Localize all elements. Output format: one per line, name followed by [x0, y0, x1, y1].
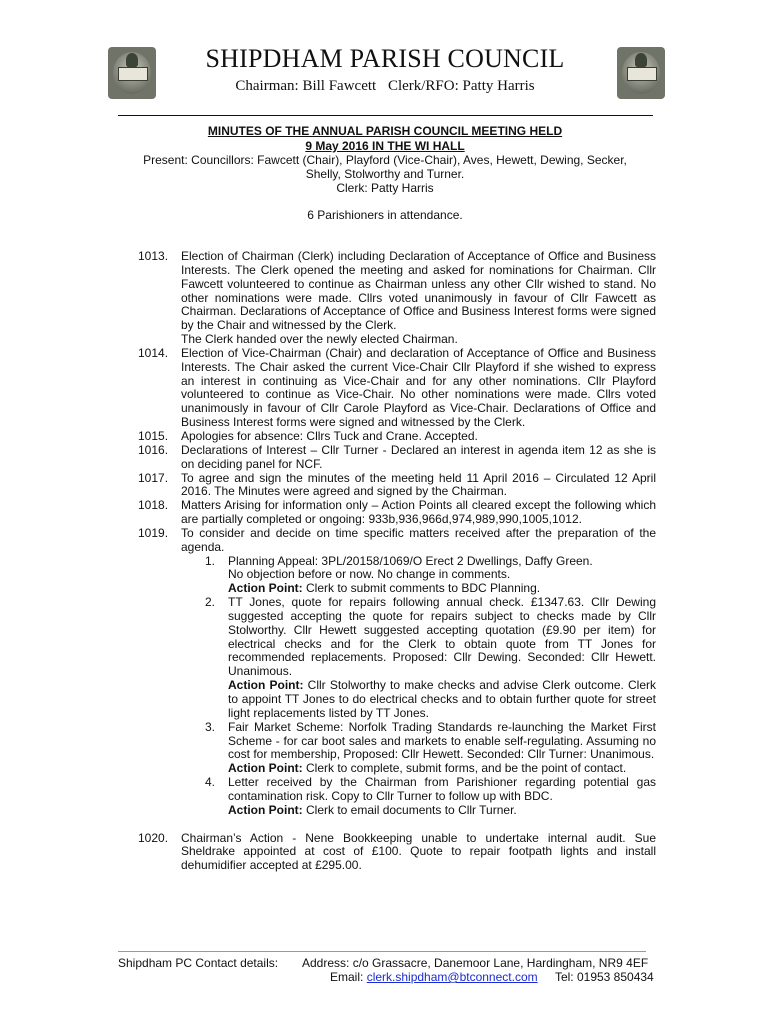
item-text: To agree and sign the minutes of the meeting held 11 April 2016 – Circulated 12 April 2016. The Minutes were agreed and signed by the Chairman.: [181, 470, 656, 499]
item-text: Declarations of Interest – Cllr Turner - Declared an interest in agenda item 12 as she is on deciding panel for NCF.: [181, 442, 656, 471]
sub-item-3: [181, 721, 656, 776]
sub-item-number: 1.: [205, 553, 216, 568]
action-point: [228, 679, 656, 721]
item-text: To consider and decide on time specific matters received after the preparation of the agenda.: [181, 525, 656, 554]
sub-item-number: 2.: [205, 595, 216, 610]
action-point: [228, 582, 656, 596]
item-number: 1014.: [138, 345, 169, 360]
action-point-label: Action Point:: [228, 802, 303, 817]
item-text: Election of Chairman (Clerk) including Declaration of Acceptance of Office and Business Interests. The Clerk opened the meeting and asked for nominations for Chairman. Cllr Fawcett volunteered to continue as Chairman unless any other Cllr wished to stand. No other nominations were made. Cllrs voted unanimously in favour of Cllr Fawcett as Chairman. Declarations of Acceptance of Office and Business Interest forms were signed by the Chair and witnessed by the Clerk.: [181, 249, 656, 333]
footer-email-link[interactable]: clerk.shipdham@btconnect.com: [366, 970, 538, 984]
minute-item-1016: [128, 444, 656, 472]
meeting-date-heading: 9 May 2016 IN THE WI HALL: [305, 139, 465, 153]
action-point-label: Action Point:: [228, 761, 303, 776]
sub-item-4: [181, 776, 656, 818]
chairman-name: Chairman: Bill Fawcett: [235, 78, 377, 94]
item-number: 1020.: [138, 830, 169, 845]
action-point-label: Action Point:: [228, 581, 303, 596]
minute-item-1015: [128, 430, 656, 444]
minute-item-1014: [128, 347, 656, 430]
action-point: [228, 804, 656, 818]
footer-address: Address: c/o Grassacre, Danemoor Lane, Hardingham, NR9 4EF: [302, 956, 649, 970]
footer-divider: [118, 951, 646, 952]
item-number: 1018.: [138, 498, 169, 513]
present-line-1: Present: Councillors: Fawcett (Chair), Playford (Vice-Chair), Aves, Hewett, Dewing, Secker,: [143, 153, 627, 167]
clerk-line: Clerk: Patty Harris: [336, 181, 434, 195]
action-point: [228, 762, 656, 776]
minute-item-1019: [128, 527, 656, 818]
header-divider: [118, 115, 653, 116]
sub-item-text: TT Jones, quote for repairs following annual check. £1347.63. Cllr Dewing suggested accepting the quote for repairs subject to checks made by Cllr Stolworthy. Cllr Hewett suggested accepting quotation (£9.90 per item) for electrical checks and for the Clerk to obtain quote from TT Jones for recommended replacements. Proposed: Cllr Dewing. Seconded: Cllr Hewett. Unanimous.: [228, 595, 656, 679]
minutes-heading: MINUTES OF THE ANNUAL PARISH COUNCIL MEETING HELD: [207, 124, 563, 138]
item-number: 1019.: [138, 525, 169, 540]
action-point-text: Clerk to complete, submit forms, and be the point of contact.: [306, 761, 627, 776]
action-point-label: Action Point:: [228, 678, 304, 693]
item-number: 1017.: [138, 470, 169, 485]
footer-contact: [330, 970, 654, 984]
clerk-rfo-name: Clerk/RFO: Patty Harris: [387, 78, 535, 94]
sub-item-text: Fair Market Scheme: Norfolk Trading Standards re-launching the Market First Scheme - for car boot sales and markets to enable self-regulating. Assuming no cost for membership, Proposed: Cllr Hewett. Seconded: Cllr Turner: Unanimous.: [228, 719, 656, 762]
item-number: 1013.: [138, 249, 169, 263]
item-text: Chairman’s Action - Nene Bookkeeping unable to undertake internal audit. Sue Sheldrake appointed at cost of £100. Quote to repair footpath lights and install dehumidifier accepted at £295.00.: [181, 830, 656, 873]
sub-item-number: 4.: [205, 775, 216, 790]
attendance-line: 6 Parishioners in attendance.: [307, 208, 463, 222]
sub-item-1: [181, 555, 656, 597]
action-point-text: Clerk to submit comments to BDC Planning.: [306, 581, 541, 596]
sub-item-2: [181, 596, 656, 721]
minutes-items: [128, 250, 656, 873]
action-point-text: Cllr Stolworthy to make checks and advise Clerk outcome. Clerk to appoint TT Jones to do electrical checks and to obtain further quote for street light replacements listed by TT Jones.: [228, 678, 656, 720]
minute-item-1020: [128, 832, 656, 874]
minute-item-1018: [128, 499, 656, 527]
item-number: 1016.: [138, 442, 169, 457]
sub-item-text: Planning Appeal: 3PL/20158/1069/O Erect 2 Dwellings, Daffy Green.: [228, 553, 593, 568]
item-text: Election of Vice-Chairman (Chair) and declaration of Acceptance of Office and Business Interests. The Chair asked the current Vice-Chair Cllr Playford if she wished to express an interest in continuing as Vice-Chair and for any other nominations. Cllr Playford volunteered to continue as Vice-Chair. No other nominations were made. Cllrs voted unanimously in favour of Cllr Carole Playford as Vice-Chair. Declarations of Office and Business Interest forms were signed and witnessed by the Clerk.: [181, 345, 656, 430]
item-number: 1015.: [138, 428, 169, 443]
council-title: SHIPDHAM PARISH COUNCIL: [205, 44, 565, 73]
footer-telephone: Tel: 01953 850434: [554, 970, 654, 984]
officers-line: [0, 78, 770, 95]
sub-item-text-continued: No objection before or now. No change in comments.: [228, 567, 511, 582]
minute-item-1017: [128, 472, 656, 500]
sub-item-number: 3.: [205, 719, 216, 734]
item-text: Apologies for absence: Cllrs Tuck and Crane. Accepted.: [181, 428, 478, 443]
footer-label: Shipdham PC Contact details:: [118, 956, 279, 970]
item-text: Matters Arising for information only – Action Points all cleared except the following which are partially completed or ongoing: 933b,936,966d,974,989,990,1005,1012.: [181, 498, 656, 527]
footer-email-label: Email:: [330, 970, 364, 984]
present-line-2: Shelly, Stolworthy and Turner.: [305, 167, 465, 181]
minute-item-1013: [128, 250, 656, 347]
action-point-text: Clerk to email documents to Cllr Turner.: [306, 802, 517, 817]
item-text-continued: The Clerk handed over the newly elected Chairman.: [181, 332, 458, 347]
sub-item-text: Letter received by the Chairman from Parishioner regarding potential gas contamination risk. Copy to Cllr Turner to follow up with BDC.: [228, 775, 656, 803]
